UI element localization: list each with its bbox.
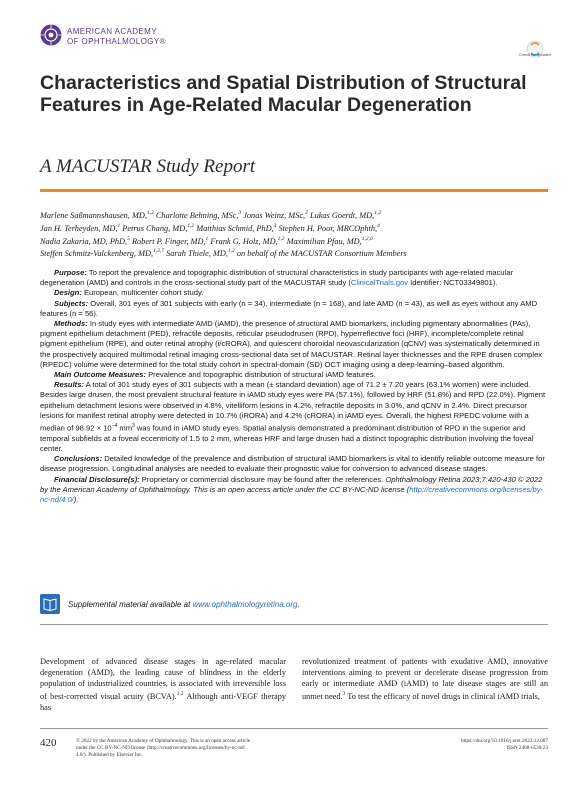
footer-line: under the CC BY-NC-ND license (http://creativecommons.org/licenses/by-nc-nd/	[76, 745, 246, 751]
supplemental-end: .	[297, 600, 300, 609]
exponent: 3	[132, 423, 135, 430]
affiliation-ref: 1,2	[146, 210, 154, 216]
author-name: Marlene Saßmannshausen, MD,	[40, 210, 147, 220]
affiliation-ref: 4	[377, 222, 380, 229]
section-label: Conclusions:	[54, 454, 103, 464]
body-text: revolutionized treatment of patients with exudative AMD, innovative interventions aiming to prevent or decelerate disease progression from early or intermediate AMD (iAMD) to late disease stages are still an unmet need.	[302, 657, 548, 701]
affiliation-ref: 1,2	[227, 248, 235, 255]
supplemental-link[interactable]: www.ophthalmologyretina.org	[192, 600, 298, 609]
abstract-methods	[40, 319, 548, 370]
affiliation-ref: 2	[305, 210, 308, 216]
article-subtitle: A MACUSTAR Study Report	[40, 156, 256, 177]
affiliation-ref: 1,2,6	[361, 235, 373, 242]
abstract-results	[40, 380, 548, 454]
book-icon	[40, 594, 60, 614]
body-text: To test the efficacy of novel drugs in clinical iAMD trials,	[345, 691, 540, 701]
article-title: Characteristics and Spatial Distribution of Structural Features in Age-Related Macular Degeneration	[40, 72, 527, 116]
author-name: Jan H. Terheyden, MD,	[40, 223, 118, 233]
author-name: Nadia Zakaria, MD, PhD,	[40, 236, 128, 246]
section-label: Main Outcome Measures:	[54, 370, 146, 380]
supplemental-label: Supplemental material available at	[68, 600, 193, 609]
author-name: Petrus Chang, MD,	[120, 223, 188, 233]
author-list	[40, 208, 548, 259]
section-text: European, multicenter cohort study.	[81, 288, 204, 298]
author-name: Robert P. Finger, MD,	[129, 236, 206, 246]
affiliation-ref: 1,2	[374, 210, 382, 216]
check-for-updates-label[interactable]: Check for updates	[518, 52, 552, 57]
abstract-divider	[40, 624, 548, 625]
license-link[interactable]: http://creativecommons.org/licenses/by-nc-nd/4.0/	[40, 484, 544, 504]
title-divider	[40, 189, 548, 192]
abstract-outcome	[40, 370, 548, 380]
supplemental-notice	[40, 594, 548, 620]
doi-link[interactable]: https://doi.org/10.1016/j.oret.2022.12.007	[461, 738, 548, 744]
abstract-purpose	[40, 268, 548, 288]
page-number: 420	[40, 737, 57, 749]
author-name: Stephen H. Poor, MRCOphth,	[276, 223, 378, 233]
reference-ref: 3	[342, 691, 346, 697]
section-label: Purpose:	[54, 268, 87, 277]
affiliation-ref: 1,2	[277, 235, 285, 242]
abstract-conclusions	[40, 454, 548, 474]
citation-text: ).	[73, 495, 79, 504]
section-label: Results:	[54, 380, 84, 390]
aao-logo-icon	[40, 24, 62, 46]
affiliation-ref: 1	[205, 235, 209, 242]
affiliation-ref: 5	[127, 235, 130, 242]
affiliation-ref: 3	[238, 210, 242, 216]
section-label: Financial Disclosure(s):	[54, 474, 140, 484]
author-name: Lukas Goerdt, MD,	[307, 210, 375, 220]
body-text: Development of advanced disease stages in age-related macular degeneration (AMD), the leading cause of blindness in the elderly population of industrialized countries, is associated with irreversible loss of best-corrected visual acuity (BCVA).	[40, 657, 286, 701]
section-text: A total of 301 study eyes of 301 subjects with a mean (± standard deviation) age of 71.2 ± 7.20 years (63.1% women) were included. Besides large drusen, the most prevalent structural feature in iAMD study eyes were PA (57.1%), followed by HRF (51.8%) and RPD (22.0%). Pigment epithelium detachment lesions were observed in 4.8%, vitelliform lesions in 4.2%, refractile deposits in 3.0%, and qCNV in 2.4%. Direct precursor lesions for manifest retinal atrophy were detected in 10.7% (iRORA) and 4.2% (cRORA) in iAMD eyes. Overall, the highest RPEDC volume with a median of 98.92 × 10	[40, 380, 546, 433]
section-text: To report the prevalence and topographic distribution of structural characteristics in study participants with age-related macular degeneration (AMD) and controls in the cross-sectional study part of the MACUSTAR study (	[40, 268, 514, 288]
body-column-left	[40, 656, 286, 713]
footer-line: 4.0/). Published by Elsevier Inc.	[76, 752, 143, 758]
section-label: Subjects:	[54, 298, 89, 308]
section-text: Prevalence and topographic distribution of structural iAMD features.	[146, 370, 376, 380]
footer-line: © 2022 by the American Academy of Ophthalmology. This is an open access article	[76, 738, 251, 744]
abstract-subjects	[40, 299, 548, 319]
affiliation-ref: 1,2	[187, 222, 195, 229]
abstract-disclosure	[40, 475, 548, 506]
consortium-note: on behalf of the MACUSTAR Consortium Members	[234, 249, 407, 259]
org-line-2: OF OPHTHALMOLOGY®	[67, 36, 166, 46]
affiliation-ref: 1	[117, 222, 121, 229]
affiliation-ref: 3	[273, 222, 277, 229]
section-text: Identifier: NCT03349801).	[408, 278, 498, 288]
section-label: Methods:	[54, 319, 88, 329]
abstract	[40, 268, 548, 505]
exponent: −4	[111, 423, 118, 430]
issn: ISSN 2468-6530/23	[506, 745, 548, 751]
section-label: Design:	[54, 288, 82, 298]
footer-divider	[40, 728, 548, 729]
abstract-design	[40, 288, 548, 298]
author-name: Maximilian Pfau, MD,	[284, 236, 362, 246]
section-text: Proprietary or commercial disclosure may be found after the references.	[139, 474, 384, 484]
reference-ref: 1,2	[176, 691, 184, 697]
author-name: Sarah Thiele, MD,	[164, 249, 228, 259]
author-name: Frank G. Holz, MD,	[208, 236, 278, 246]
affiliation-ref: 1,2,7	[153, 248, 165, 255]
author-name: Matthias Schmid, PhD,	[194, 223, 274, 233]
organization-name	[67, 27, 166, 46]
body-text: Although anti-VEGF therapy has	[40, 691, 287, 712]
section-text: mm	[117, 423, 133, 433]
section-text: Detailed knowledge of the prevalence and distribution of structural iAMD biomarkers is vital to identify reliable outcome measure for disease progression. Longitudinal analyses are needed to evaluate their prognostic value for conversion to advanced disease stages.	[40, 454, 545, 474]
section-text: In study eyes with intermediate AMD (iAMD), the presence of structural AMD biomarkers, including pigmentary abnormalities (PAs), pigment epithelium detachment (PED), refractile deposits, reticular pseudodrusen (RPD), hyperreflective foci (HRF), incomplete/complete retinal pigment epithelium (RPE), and outer retinal atrophy (i/cRORA), and quiescent choroidal neovascularization (qCNV) was systematically determined in the prospectively acquired multimodal retinal imaging cross-sectional data set of MACUSTAR. Retinal layer thicknesses and the RPE drusen complex (RPEDC) volume were determined for the total study cohort in spectral-domain (SD) OCT imaging using a deep-learning–based algorithm.	[40, 319, 543, 369]
author-name: Jonas Weinz, MSc,	[241, 210, 306, 220]
org-line-1: AMERICAN ACADEMY	[67, 27, 157, 36]
copyright-footer	[76, 738, 346, 759]
section-text: was found in iAMD study eyes. Spatial analysis demonstrated a predominant distribution of RPD in the superior and temporal subfields at a foveal eccentricity of 1.5 to 2 mm, whereas HRF and large drusen had a distinct topographic distribution involving the foveal center.	[40, 423, 534, 453]
supplemental-text	[68, 600, 300, 609]
author-name: Charlotte Behning, MSc,	[153, 210, 239, 220]
body-column-right	[302, 656, 548, 702]
author-name: Steffen Schmitz-Valckenberg, MD,	[40, 249, 154, 259]
section-text: Overall, 301 eyes of 301 subjects with early (n = 34), intermediate (n = 168), and late AMD (n = 43), as well as eyes without any AMD features (n = 56).	[40, 298, 538, 318]
doi-footer	[380, 738, 548, 752]
clinicaltrials-link[interactable]: ClinicalTrials.gov	[350, 278, 409, 288]
citation-text: Ophthalmology Retina 2023;7:420-430 © 2022 by the American Academy of Ophthalmology. This is an open access article under the CC BY-NC-ND license (	[40, 474, 543, 494]
